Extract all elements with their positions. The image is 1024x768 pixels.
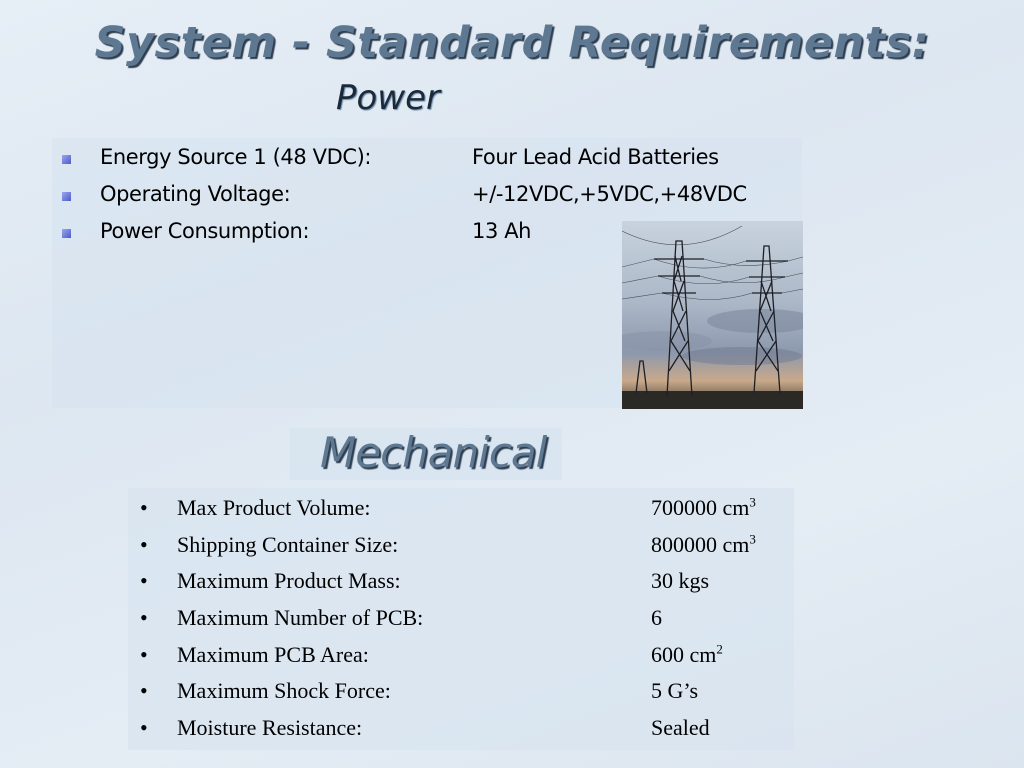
mechanical-item-value: 600 $cm^2$ [651,641,723,667]
square-bullet-icon [62,155,71,164]
mechanical-item-label: Maximum PCB Area: [177,641,369,667]
bullet-icon: • [140,715,148,741]
bullet-icon: • [140,605,148,631]
power-item-value: 13 Ah [472,219,532,243]
unit-exponent: 2 [716,641,723,657]
mechanical-item-value: 6 [651,605,662,631]
power-item-label: Operating Voltage: [100,182,291,206]
mechanical-item-label: Maximum Number of PCB: [177,605,424,631]
power-item-value: +/-12VDC,+5VDC,+48VDC [472,182,747,206]
bullet-icon: • [140,495,148,520]
mechanical-item-value: 700000 $cm^3$ [651,494,756,520]
unit-exponent: 3 [749,494,756,510]
power-towers-photo [622,221,803,409]
power-item-value: Four Lead Acid Batteries [472,145,719,169]
power-heading: Power [336,78,441,118]
bullet-icon: • [140,568,148,594]
mechanical-item-label: Moisture Resistance: [177,715,363,741]
unit-exponent: 3 [749,531,756,547]
bullet-icon: • [140,641,148,667]
mechanical-item-label: Maximum Shock Force: [177,678,391,704]
power-item-label: Power Consumption: [100,219,310,243]
mechanical-item-value: 30 kgs [651,568,710,594]
mechanical-item-label: Shipping Container Size: [177,531,399,557]
mechanical-heading: Mechanical [320,428,547,477]
bullet-icon: • [140,678,148,704]
mechanical-item-value: 5 G’s [651,678,699,704]
bullet-icon: • [140,531,148,557]
square-bullet-icon [62,229,71,238]
mechanical-item-value: Sealed [651,715,710,741]
mechanical-item-label: Max Product Volume: [177,495,371,520]
slide-title: System - Standard Requirements: [94,18,930,68]
square-bullet-icon [62,192,71,201]
mechanical-item-value: 800000 $cm^3$ [651,531,756,557]
mechanical-item-label: Maximum Product Mass: [177,568,401,594]
power-item-label: Energy Source 1 (48 VDC): [100,145,372,169]
